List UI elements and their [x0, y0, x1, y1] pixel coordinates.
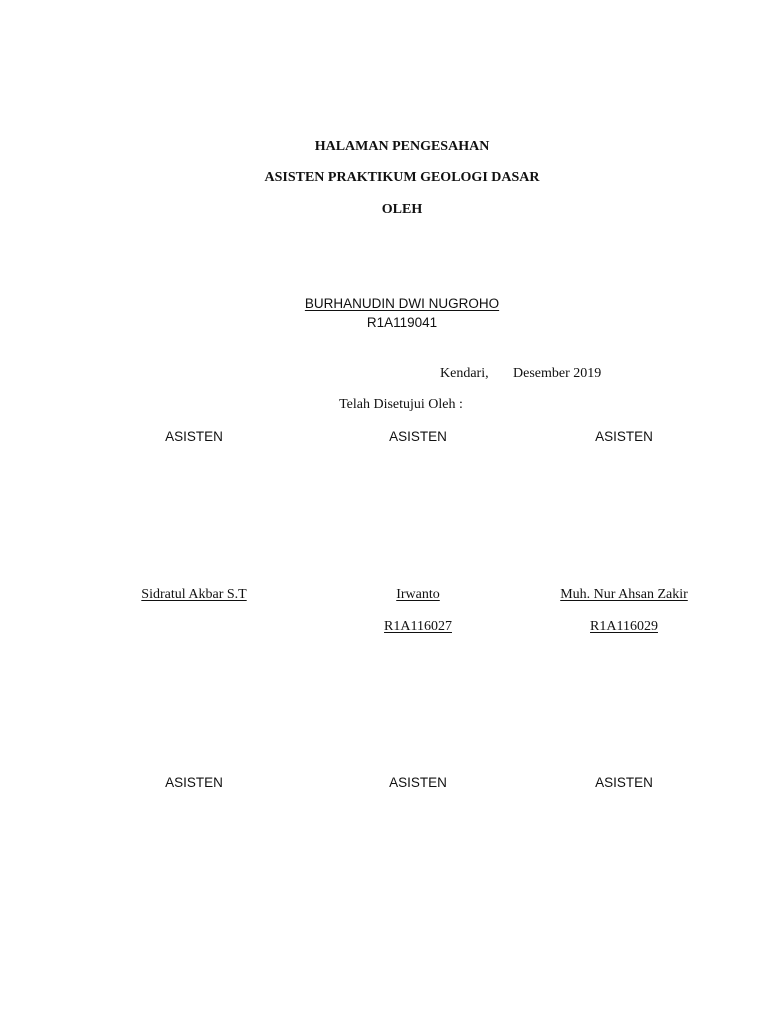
- signer-id: R1A116029: [590, 619, 658, 634]
- signer-role: ASISTEN: [165, 429, 223, 444]
- signer-name: Sidratul Akbar S.T: [141, 587, 247, 602]
- place-label: Kendari,: [440, 366, 489, 381]
- page-subtitle: ASISTEN PRAKTIKUM GEOLOGI DASAR: [264, 170, 540, 185]
- by-label: OLEH: [381, 202, 423, 217]
- approval-label: Telah Disetujui Oleh :: [339, 397, 463, 412]
- signer-role: ASISTEN: [595, 775, 653, 790]
- signer-id: R1A116027: [384, 619, 452, 634]
- signer-name: Muh. Nur Ahsan Zakir: [560, 587, 688, 602]
- author-name: BURHANUDIN DWI NUGROHO: [304, 296, 500, 311]
- signer-role: ASISTEN: [595, 429, 653, 444]
- signer-name: Irwanto: [396, 587, 440, 602]
- author-id: R1A119041: [366, 315, 438, 330]
- page-title: HALAMAN PENGESAHAN: [314, 139, 490, 154]
- date-label: Desember 2019: [513, 366, 602, 381]
- signer-role: ASISTEN: [389, 429, 447, 444]
- signer-role: ASISTEN: [165, 775, 223, 790]
- signer-role: ASISTEN: [389, 775, 447, 790]
